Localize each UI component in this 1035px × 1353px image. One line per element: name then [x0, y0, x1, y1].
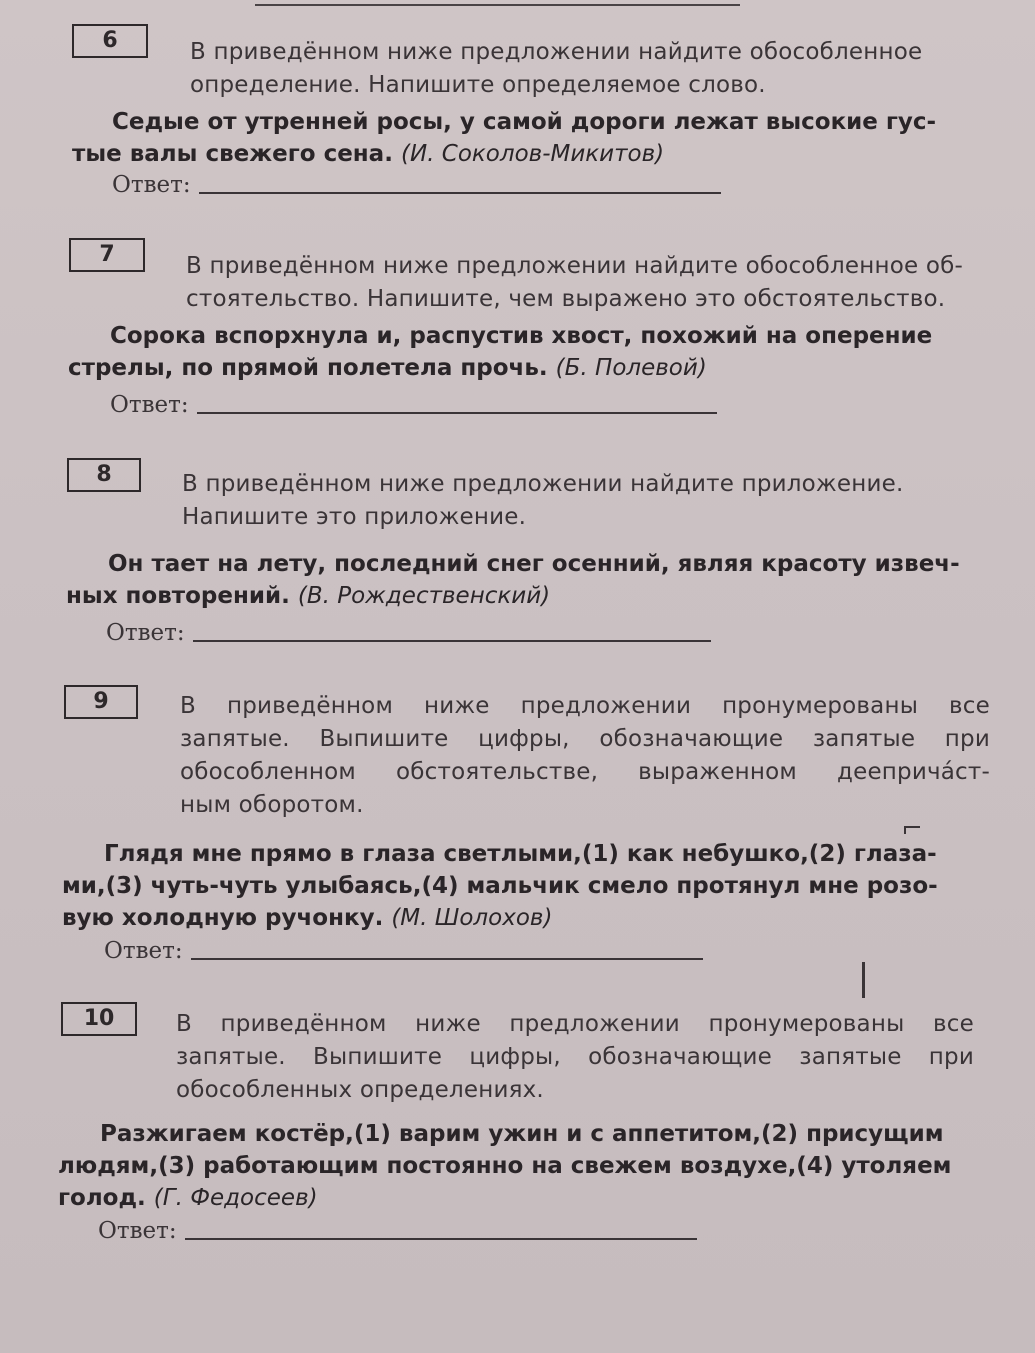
pen-mark [862, 962, 865, 998]
answer-row [106, 620, 711, 646]
author-attribution: (В. Рождественский) [297, 583, 551, 609]
answer-row [104, 938, 703, 964]
answer-input-line[interactable] [193, 639, 711, 642]
task-number-box: 10 [61, 1002, 137, 1036]
task-number-box: 9 [64, 685, 138, 719]
answer-input-line[interactable] [197, 411, 717, 414]
task-instruction: В приведённом ниже предложении найдите обособленное определение. Напишите определяемое слово. [190, 39, 923, 98]
author-attribution: (Г. Федосеев) [153, 1185, 318, 1211]
author-attribution: (И. Соколов-Микитов) [400, 141, 665, 167]
task-number-box: 7 [69, 238, 145, 272]
task-instruction: В приведённом ниже предложении пронумерованы все запятые. Выпишите цифры, обозначающие запятые при обособленных определениях. [176, 1011, 974, 1103]
answer-row [110, 392, 717, 418]
top-divider [255, 4, 740, 6]
task-instruction: В приведённом ниже предложении найдите приложение. Напишите это приложение. [182, 471, 904, 530]
task-number-box: 6 [72, 24, 148, 58]
answer-label: Ответ: [110, 392, 189, 418]
task-sentence: Сорока вспорхнула и, распустив хвост, похожий на оперение стрелы, по прямой полетела прочь. (Б. Полевой) [68, 323, 933, 381]
task-number-box: 8 [67, 458, 141, 492]
answer-label: Ответ: [106, 620, 185, 646]
answer-label: Ответ: [112, 172, 191, 198]
task-instruction: В приведённом ниже предложении пронумерованы все запятые. Выпишите цифры, обозначающие запятые при обособленном обстоятельстве, выраженном дееприча́ст- ным оборотом. [180, 693, 990, 818]
author-attribution: (Б. Полевой) [555, 355, 707, 381]
answer-input-line[interactable] [191, 957, 703, 960]
answer-row [98, 1218, 697, 1244]
task-sentence: Он тает на лету, последний снег осенний, являя красоту извеч- ных повторений. (В. Рождественский) [66, 551, 960, 609]
task-sentence: Седые от утренней росы, у самой дороги лежат высокие гус- тые валы свежего сена. (И. Соколов-Микитов) [72, 109, 937, 167]
answer-row [112, 172, 721, 198]
task-sentence: Глядя мне прямо в глаза светлыми,(1) как небушко,(2) глаза- ми,(3) чуть-чуть улыбаясь,(4) мальчик смело протянул мне розо- вую холодную ручонку. (М. Шолохов) [62, 841, 938, 931]
task-sentence: Разжигаем костёр,(1) варим ужин и с аппетитом,(2) присущим людям,(3) работающим постоянно на свежем воздухе,(4) утоляем голод. (Г. Федосеев) [58, 1121, 952, 1211]
author-attribution: (М. Шолохов) [391, 905, 553, 931]
answer-label: Ответ: [98, 1218, 177, 1244]
task-instruction: В приведённом ниже предложении найдите обособленное об- стоятельство. Напишите, чем выражено это обстоятельство. [186, 253, 964, 312]
answer-label: Ответ: [104, 938, 183, 964]
answer-input-line[interactable] [199, 191, 721, 194]
answer-input-line[interactable] [185, 1237, 697, 1240]
pen-mark [904, 826, 920, 834]
